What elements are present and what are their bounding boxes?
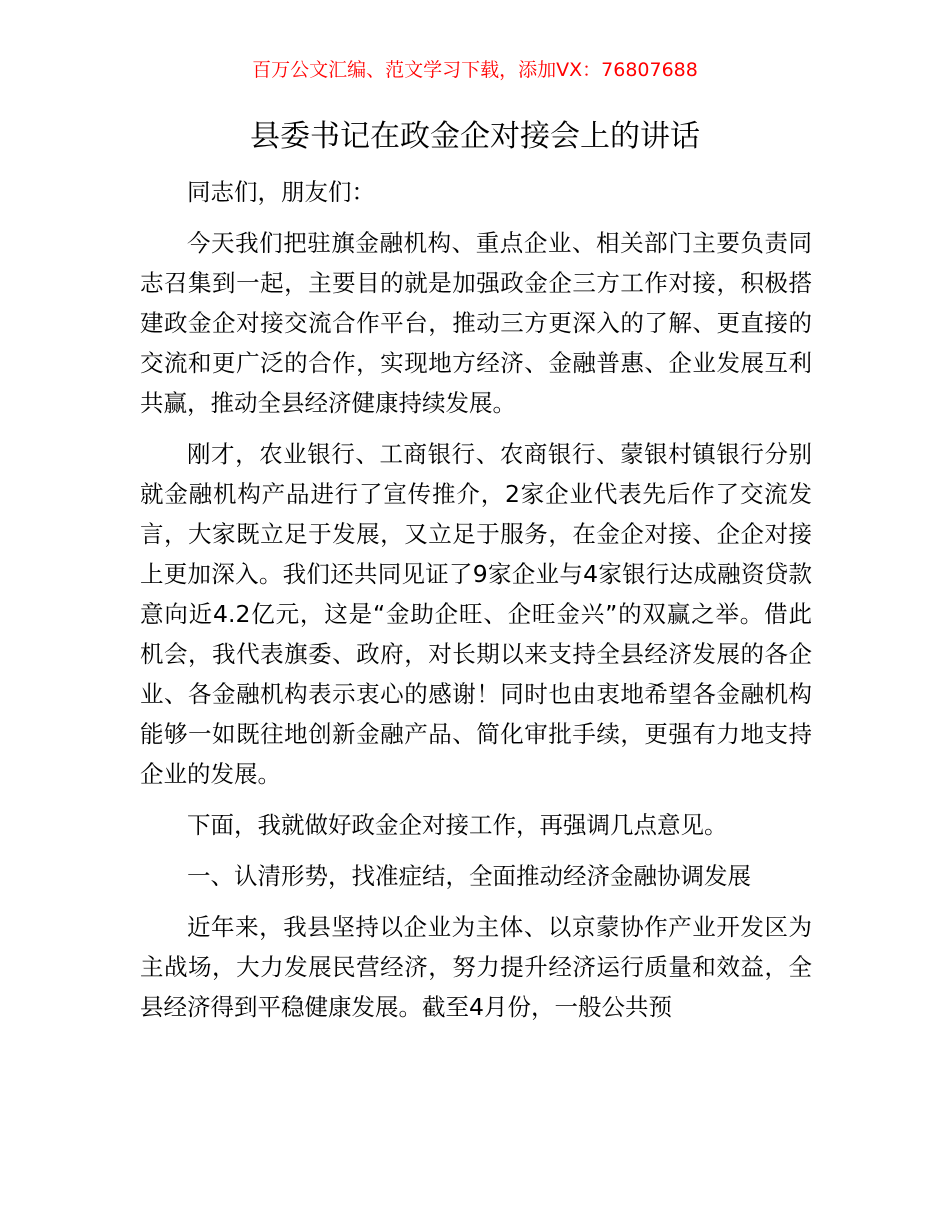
paragraph-transition: 下面，我就做好政金企对接工作，再强调几点意见。 bbox=[187, 811, 728, 839]
section-heading: 一、认清形势，找准症结，全面推动经济金融协调发展 bbox=[187, 862, 751, 890]
document-body bbox=[140, 172, 812, 1038]
paragraph-review: 刚才，农业银行、工商银行、农商银行、蒙银村镇银行分别就金融机构产品进行了宣传推介，2家企业代表先后作了交流发言，大家既立足于发展，又立足于服务，在金企对接、企企对接上更加深入。我们还共同见证了9家企业与4家银行达成融资贷款意向近4.2亿元，这是“金助企旺、企旺金兴”的双赢之举。借此机会，我代表旗委、政府，对长期以来支持全县经济发展的各企业、各金融机构表示衷心的感谢！同时也由衷地希望各金融机构能够一如既往地创新金融产品、简化审批手续，更强有力地支持企业的发展。 bbox=[140, 440, 812, 788]
document-title: 县委书记在政金企对接会上的讲话 bbox=[250, 119, 700, 154]
paragraph-intro: 今天我们把驻旗金融机构、重点企业、相关部门主要负责同志召集到一起，主要目的就是加强政金企三方工作对接，积极搭建政金企对接交流合作平台，推动三方更深入的了解、更直接的交流和更广泛的合作，实现地方经济、金融普惠、企业发展互利共赢，推动全县经济健康持续发展。 bbox=[140, 229, 812, 417]
paragraph-section-one: 近年来，我县坚持以企业为主体、以京蒙协作产业开发区为主战场，大力发展民营经济，努力提升经济运行质量和效益，全县经济得到平稳健康发展。截至4月份，一般公共预 bbox=[140, 913, 812, 1021]
greeting: 同志们，朋友们： bbox=[187, 178, 375, 206]
header-promo-note: 百万公文汇编、范文学习下载，添加VX：76807688 bbox=[252, 59, 698, 81]
